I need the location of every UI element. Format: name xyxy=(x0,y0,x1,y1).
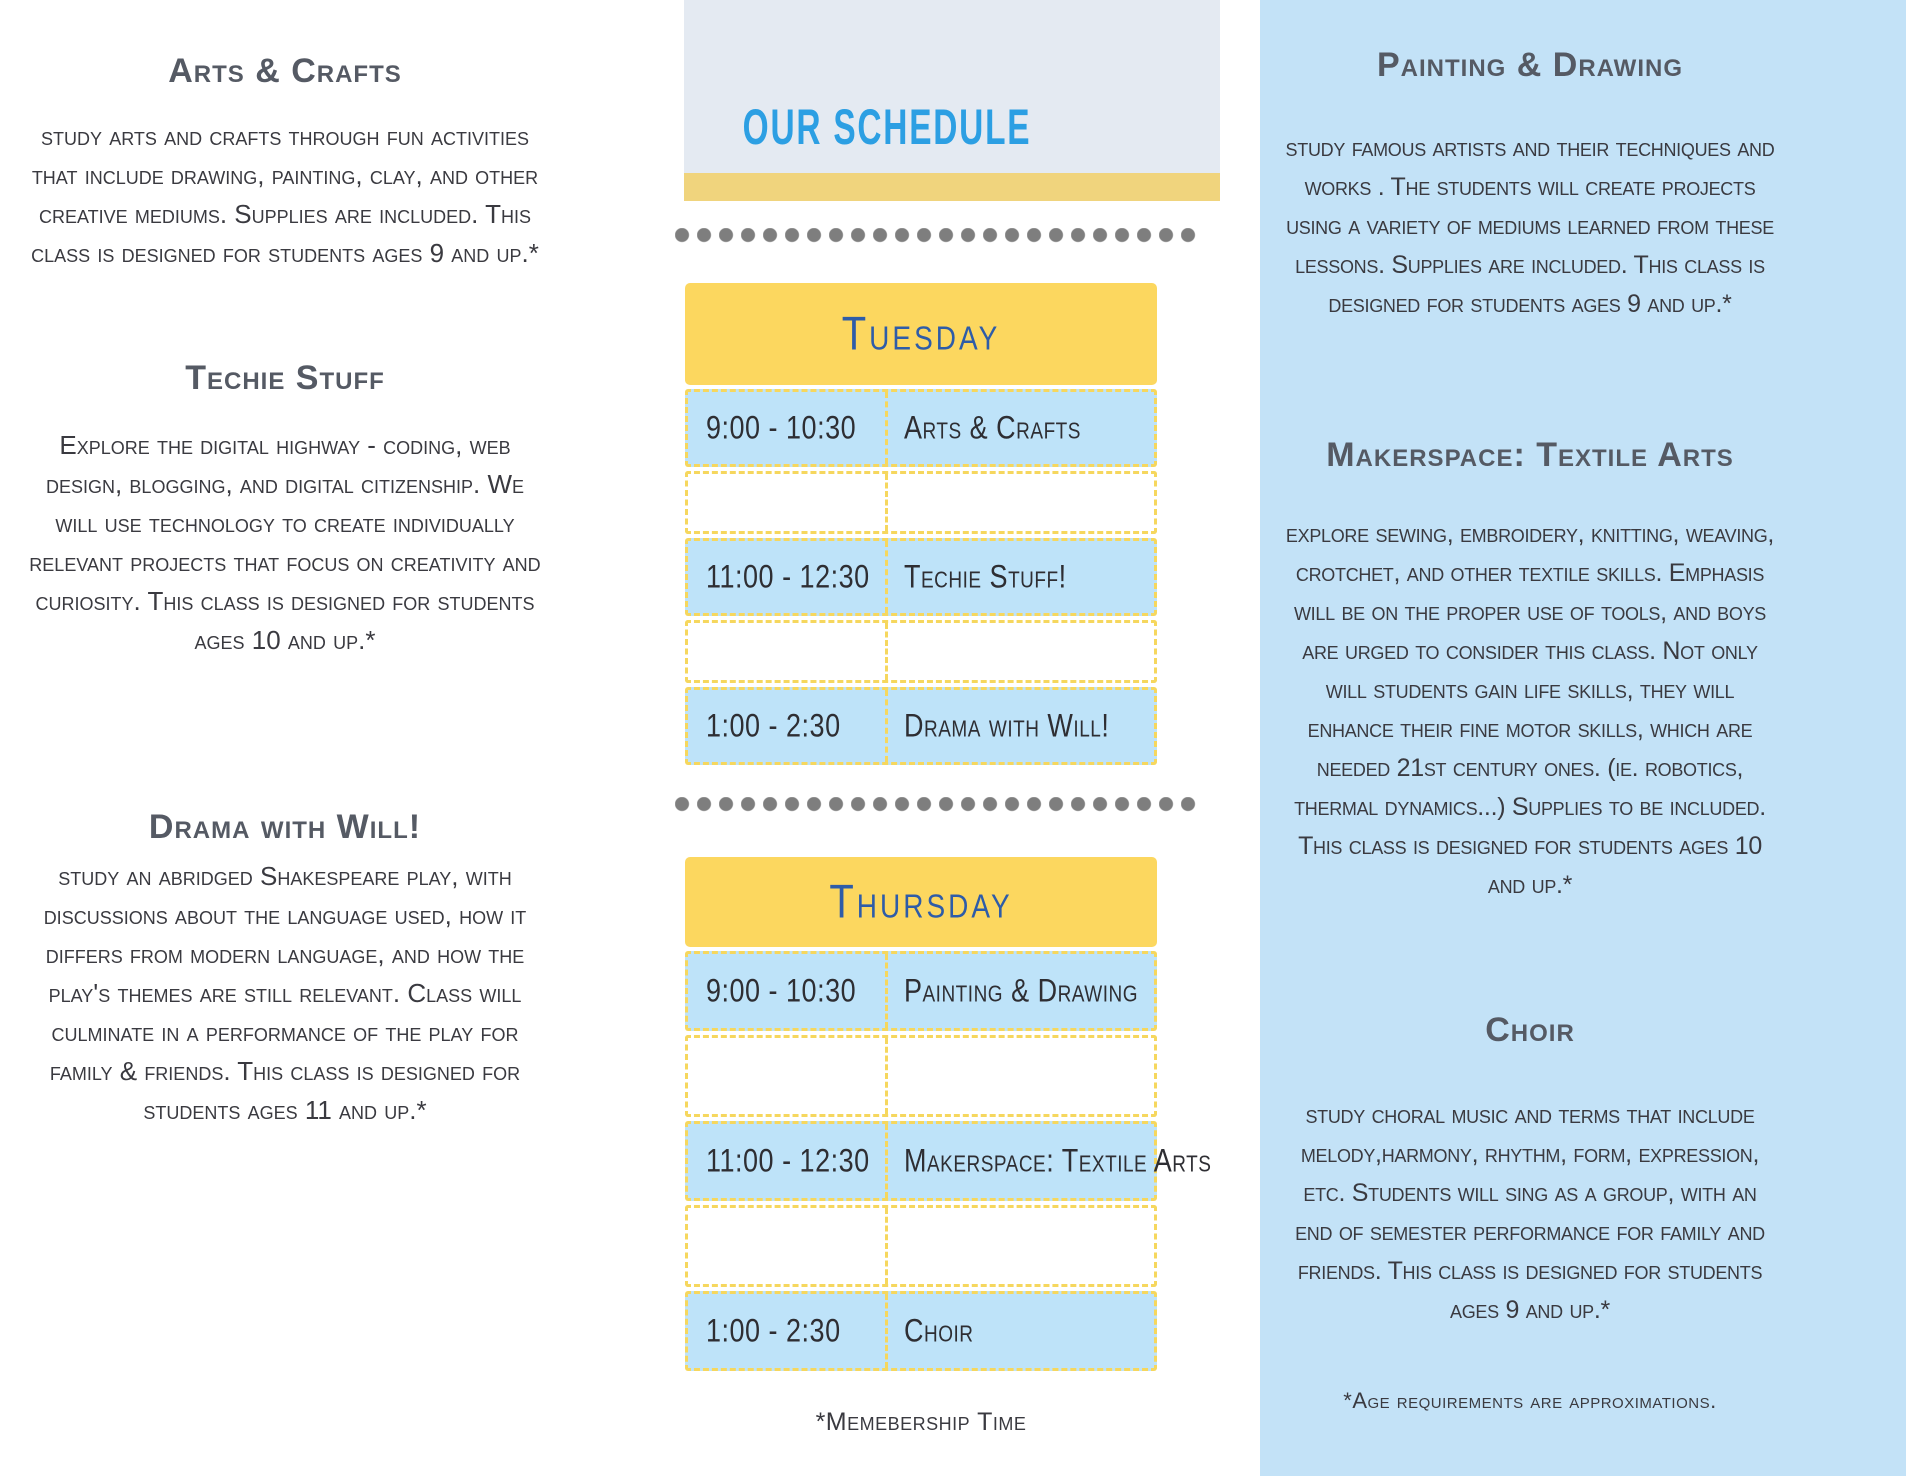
schedule-row-empty xyxy=(685,1035,1157,1117)
time-text: 1:00 - 2:30 xyxy=(706,707,841,744)
class-cell xyxy=(885,541,1154,613)
left-classes-panel xyxy=(0,0,635,1476)
class-text: Drama with Will! xyxy=(904,707,1110,744)
section-body-drama-with-will: study an abridged Shakespeare play, with discussions about the language used, how it differs from modern language, and how the play's themes are still relevant. Class will culminate in a performance of the play for family & friends. This class is designed for students ages 11 and up.* xyxy=(43,861,527,1125)
section-body-choir: study choral music and terms that include melody,harmony, rhythm, form, expression, etc. Students will sing as a group, with an end of semester performance for family and friends. This class is designed for students ages 9 and up.* xyxy=(1295,1101,1765,1324)
class-text: Makerspace: Textile Arts xyxy=(904,1142,1212,1179)
schedule-title: OUR SCHEDULE xyxy=(742,100,1032,156)
age-footnote: *Age requirements are approximations. xyxy=(1343,1388,1717,1413)
class-text: Painting & Drawing xyxy=(904,972,1138,1009)
schedule-row xyxy=(685,951,1157,1031)
section-body-makerspace: explore sewing, embroidery, knitting, weaving, crotchet, and other textile skills. Emphasis will be on the proper use of tools, and boys are urged to consider this class. Not only will students gain life skills, they will enhance their fine motor skills, which are needed 21st century ones. (ie. robotics, thermal dynamics...) Supplies to be included. This class is designed for students ages 10 and up.* xyxy=(1285,520,1775,899)
section-title-makerspace: Makerspace: Textile Arts xyxy=(1326,436,1734,474)
schedule-row xyxy=(685,389,1157,467)
time-cell xyxy=(688,1038,885,1114)
class-cell xyxy=(885,1294,1154,1368)
section-body-arts-crafts: study arts and crafts through fun activities that include drawing, painting, clay, and other creative mediums. Supplies are included. This class is designed for students ages 9 and up.* xyxy=(31,121,539,268)
class-text: Arts & Crafts xyxy=(904,409,1081,446)
time-text: 9:00 - 10:30 xyxy=(706,409,857,446)
class-cell xyxy=(885,1124,1211,1198)
schedule-row-empty xyxy=(685,620,1157,683)
schedule-row xyxy=(685,1291,1157,1371)
schedule-row xyxy=(685,538,1157,616)
right-classes-panel xyxy=(1260,0,1906,1476)
time-cell xyxy=(688,541,885,613)
time-cell xyxy=(688,954,885,1028)
class-cell xyxy=(885,690,1154,762)
thursday-header xyxy=(685,857,1157,947)
schedule-row-empty xyxy=(685,1205,1157,1287)
class-cell xyxy=(885,954,1154,1028)
day-name: Thursday xyxy=(829,875,1013,928)
schedule-row xyxy=(685,1121,1212,1201)
class-cell xyxy=(885,474,1154,531)
dotted-divider xyxy=(675,797,1197,812)
section-title-arts-crafts: Arts & Crafts xyxy=(168,52,402,90)
class-cell xyxy=(885,623,1154,680)
time-text: 1:00 - 2:30 xyxy=(706,1312,841,1349)
time-cell xyxy=(688,474,885,531)
section-title-drama-with-will: Drama with Will! xyxy=(148,808,422,846)
tuesday-header xyxy=(685,283,1157,385)
time-cell xyxy=(688,1124,885,1198)
class-cell xyxy=(885,1038,1154,1114)
section-title-painting-drawing: Painting & Drawing xyxy=(1377,46,1683,84)
membership-footnote: *Memebership Time xyxy=(815,1408,1027,1436)
class-text: Techie Stuff! xyxy=(904,558,1067,595)
section-body-painting-drawing: study famous artists and their techniques and works . The students will create projects using a variety of mediums learned from these lessons. Supplies are included. This class is designed for students ages 9 and up.* xyxy=(1285,134,1775,318)
section-title-choir: Choir xyxy=(1485,1011,1575,1049)
class-cell xyxy=(885,392,1154,464)
schedule-header-box xyxy=(684,0,1220,173)
section-title-techie-stuff: Techie Stuff xyxy=(185,359,385,397)
dotted-divider xyxy=(675,228,1197,243)
class-text: Choir xyxy=(904,1312,974,1349)
time-cell xyxy=(688,1208,885,1284)
thursday-schedule-table xyxy=(685,857,1212,1371)
tuesday-schedule-table xyxy=(685,283,1157,765)
time-cell xyxy=(688,1294,885,1368)
class-cell xyxy=(885,1208,1154,1284)
schedule-row xyxy=(685,687,1157,765)
schedule-panel xyxy=(635,0,1270,1476)
time-cell xyxy=(688,392,885,464)
schedule-header-band xyxy=(684,173,1220,201)
time-text: 9:00 - 10:30 xyxy=(706,972,857,1009)
time-text: 11:00 - 12:30 xyxy=(706,1142,870,1179)
day-name: Tuesday xyxy=(841,307,1001,360)
time-text: 11:00 - 12:30 xyxy=(706,558,870,595)
schedule-row-empty xyxy=(685,471,1157,534)
time-cell xyxy=(688,623,885,680)
time-cell xyxy=(688,690,885,762)
section-body-techie-stuff: Explore the digital highway - coding, web design, blogging, and digital citizenship. We will use technology to create individually relevant projects that focus on creativity and curiosity. This class is designed for students ages 10 and up.* xyxy=(29,430,541,655)
